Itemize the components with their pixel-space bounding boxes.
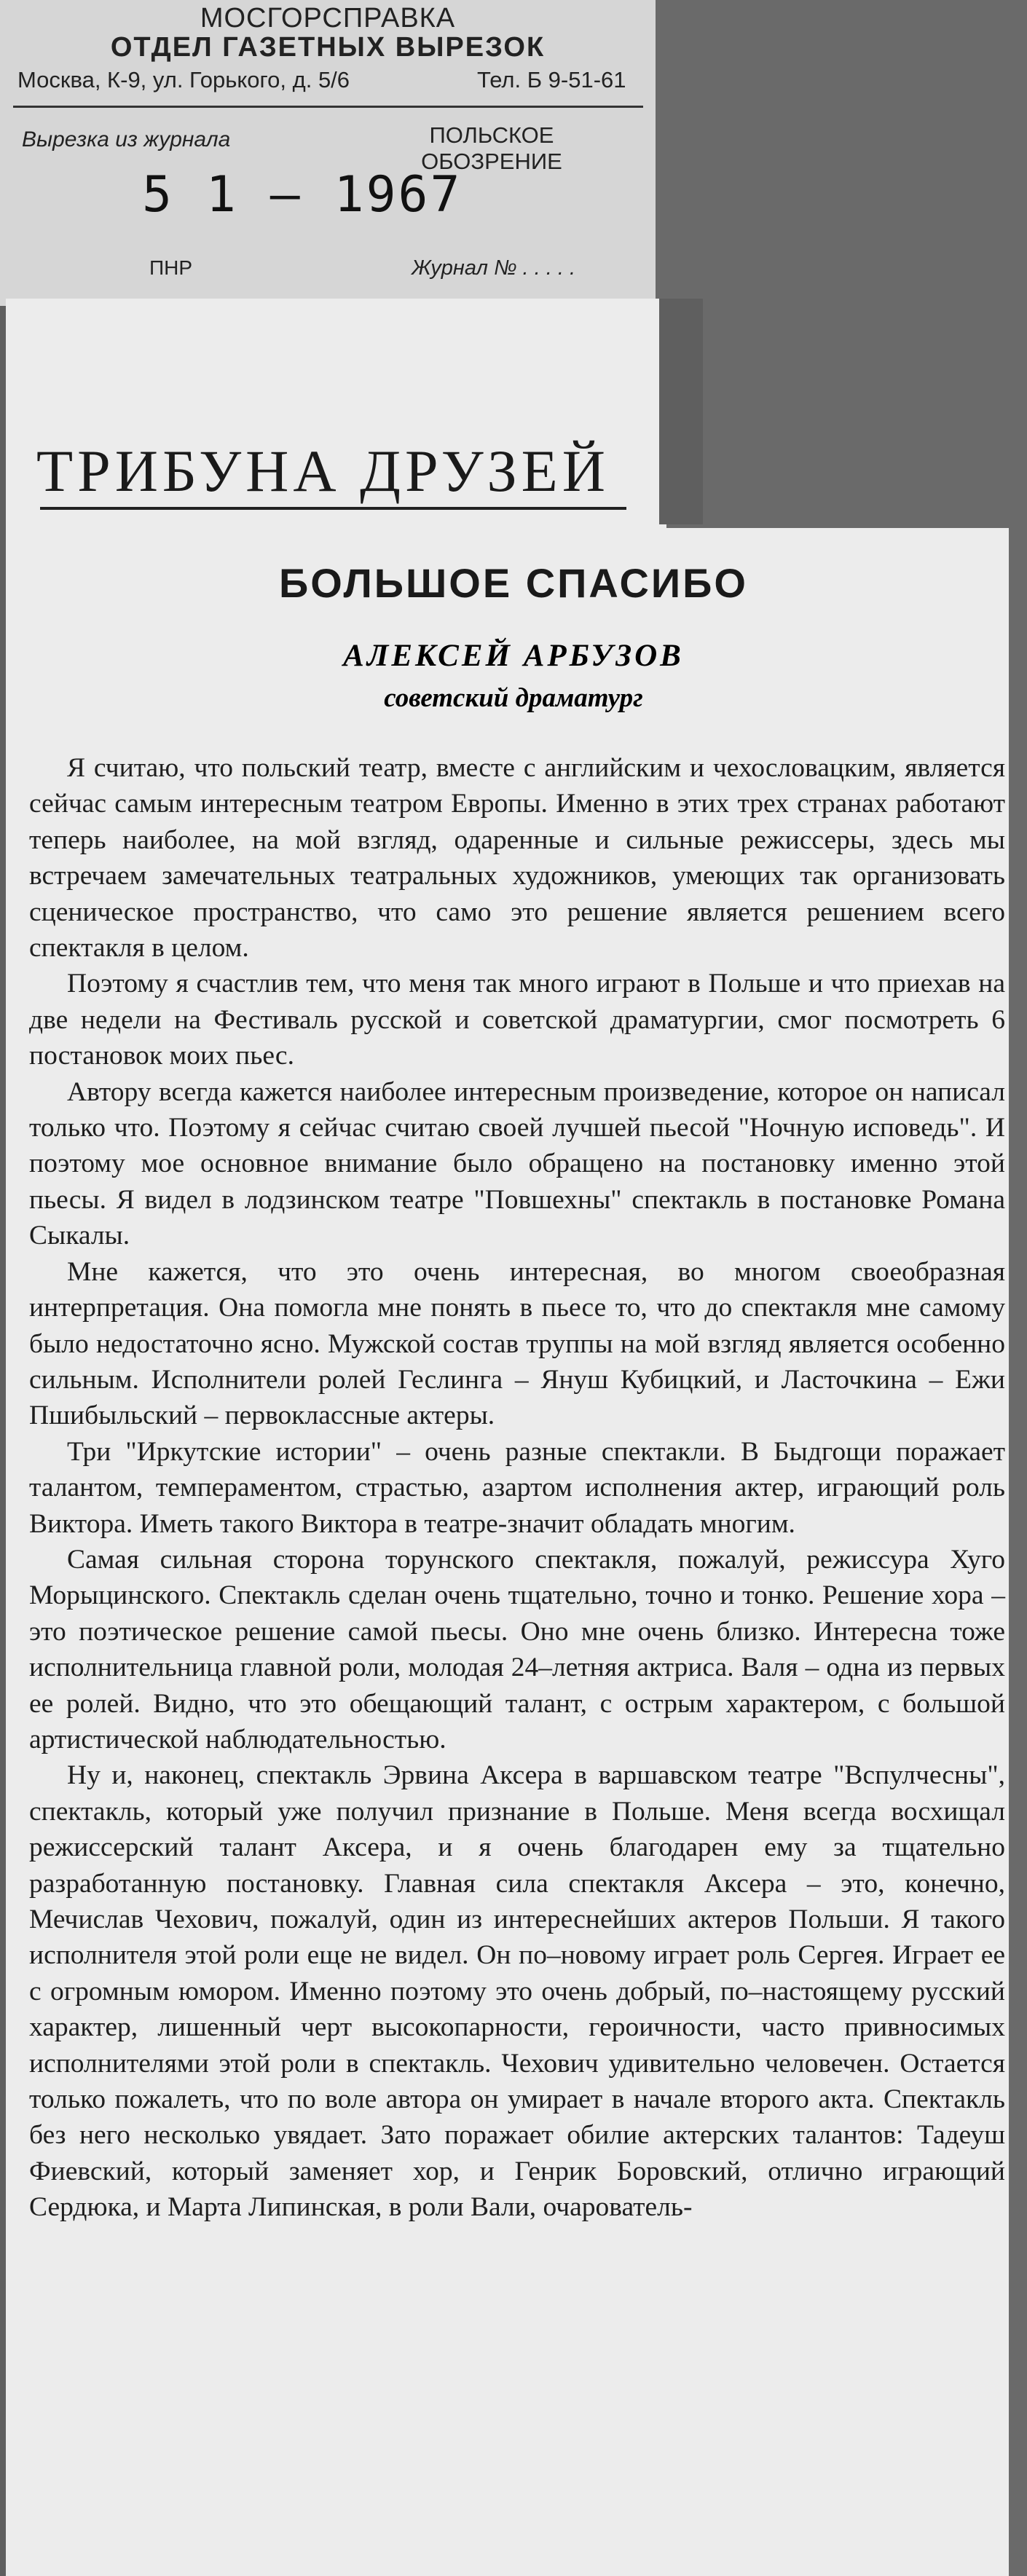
magazine-name: ПОЛЬСКОЕ ОБОЗРЕНИЕ: [421, 122, 562, 174]
clipping-service-header: [0, 0, 656, 306]
paragraph-4: Мне кажется, что это очень интересная, во многом своеобразная интерпретация. Она помогла мне понять в пьесе то, что до спектакля мне самому было недостаточно ясно. Мужской состав труппы на мой взгляд является особенно сильным. Исполнители ролей Геслинга – Януш Кубицкий, и Ласточкина – Ежи Пшибыльский – первоклассные актеры.: [29, 1256, 1005, 1431]
article-title: БОЛЬШОЕ СПАСИБО: [279, 560, 748, 606]
article-body: [29, 750, 1005, 2226]
date-stamp: 5 1 — 1967: [142, 166, 463, 224]
header-divider: [13, 106, 643, 108]
paragraph-2: Поэтому я счастлив тем, что меня так много играют в Польше и что приехав на две недели на Фестиваль русской и советской драматургии, смог посмотреть 6 постановок моих пьес.: [29, 969, 1005, 1071]
department-name: ОТДЕЛ ГАЗЕТНЫХ ВЫРЕЗОК: [110, 32, 546, 63]
paragraph-6: Самая сильная сторона торунского спектакля, пожалуй, режиссура Хуго Морыцинского. Спектакль сделан очень тщательно, точно и тонко. Решение хора – это поэтическое решение самой пьесы. Оно мне очень близко. Интересна тоже исполнительница главной роли, молодая 24–летняя актриса. Валя – одна из первых ее ролей. Видно, что это обещающий талант, с острым характером, с большой артистической наблюдательностью.: [29, 1544, 1005, 1754]
paragraph-3: Автору всегда кажется наиболее интересным произведение, которое он написал только что. Поэтому я сейчас считаю своей лучшей пьесой "Ночную исповедь". И поэтому мое основное внимание было обращено на постановку именно этой пьесы. Я видел в лодзинском театре "Повшехны" спектакль в постановке Романа Сыкалы.: [29, 1076, 1005, 1251]
section-title: ТРИБУНА ДРУЗЕЙ: [36, 438, 610, 504]
journal-number-label: Журнал № . . . . .: [412, 256, 576, 280]
paragraph-1: Я считаю, что польский театр, вместе с английским и чехословацким, является сейчас самым интересным театром Европы. Именно в этих трех странах работают теперь наиболее, на мой взгляд, одаренные и сильные режиссеры, здесь мы встречаем замечательных театральных художников, умеющих так организовать сценическое пространство, что само это решение является решением всего спектакля в целом.: [29, 753, 1005, 964]
clipping-cut-edge: [659, 299, 703, 524]
paragraph-5: Три "Иркутские истории" – очень разные спектакли. В Быдгощи поражает талантом, темпераментом, страстью, азартом исполнения актер, играющий роль Виктора. Иметь такого Виктора в театре-значит обладать многим.: [29, 1436, 1005, 1539]
section-underline: [40, 507, 626, 510]
article-author: АЛЕКСЕЙ АРБУЗОВ: [343, 639, 684, 673]
clip-source-label: Вырезка из журнала: [22, 127, 231, 151]
address: Москва, К-9, ул. Горького, д. 5/6: [17, 67, 350, 92]
phone: Тел. Б 9-51-61: [477, 67, 626, 92]
author-role: советский драматург: [384, 683, 643, 713]
paragraph-7: Ну и, наконец, спектакль Эрвина Аксера в варшавском театре "Вспулчесны", спектакль, который уже получил признание в Польше. Меня всегда восхищал режиссерский талант Аксера, и я очень благодарен ему за тщательно разработанную постановку. Главная сила спектакля Аксера – это, конечно, Мечислав Чехович, пожалуй, один из интереснейших актеров Польши. Я такого исполнителя этой роли еще не видел. Он по–новому играет роль Сергея. Играет ее с огромным юмором. Именно поэтому это очень добрый, по–настоящему русский характер, лишенный черт высокопарности, героичности, часто привносимых исполнителями этой роли в спектакль. Чехович удивительно человечен. Остается только пожалеть, что по воле автора он умирает в начале второго акта. Спектакль без него несколько увядает. Зато поражает обилие актерских талантов: Тадеуш Фиевский, который заменяет хор, и Генрик Боровский, отлично играющий Сердюка, и Марта Липинская, в роли Вали, очарователь-: [29, 1760, 1005, 2223]
country-label: ПНР: [149, 256, 193, 279]
organization-name: МОСГОРСПРАВКА: [200, 3, 456, 34]
